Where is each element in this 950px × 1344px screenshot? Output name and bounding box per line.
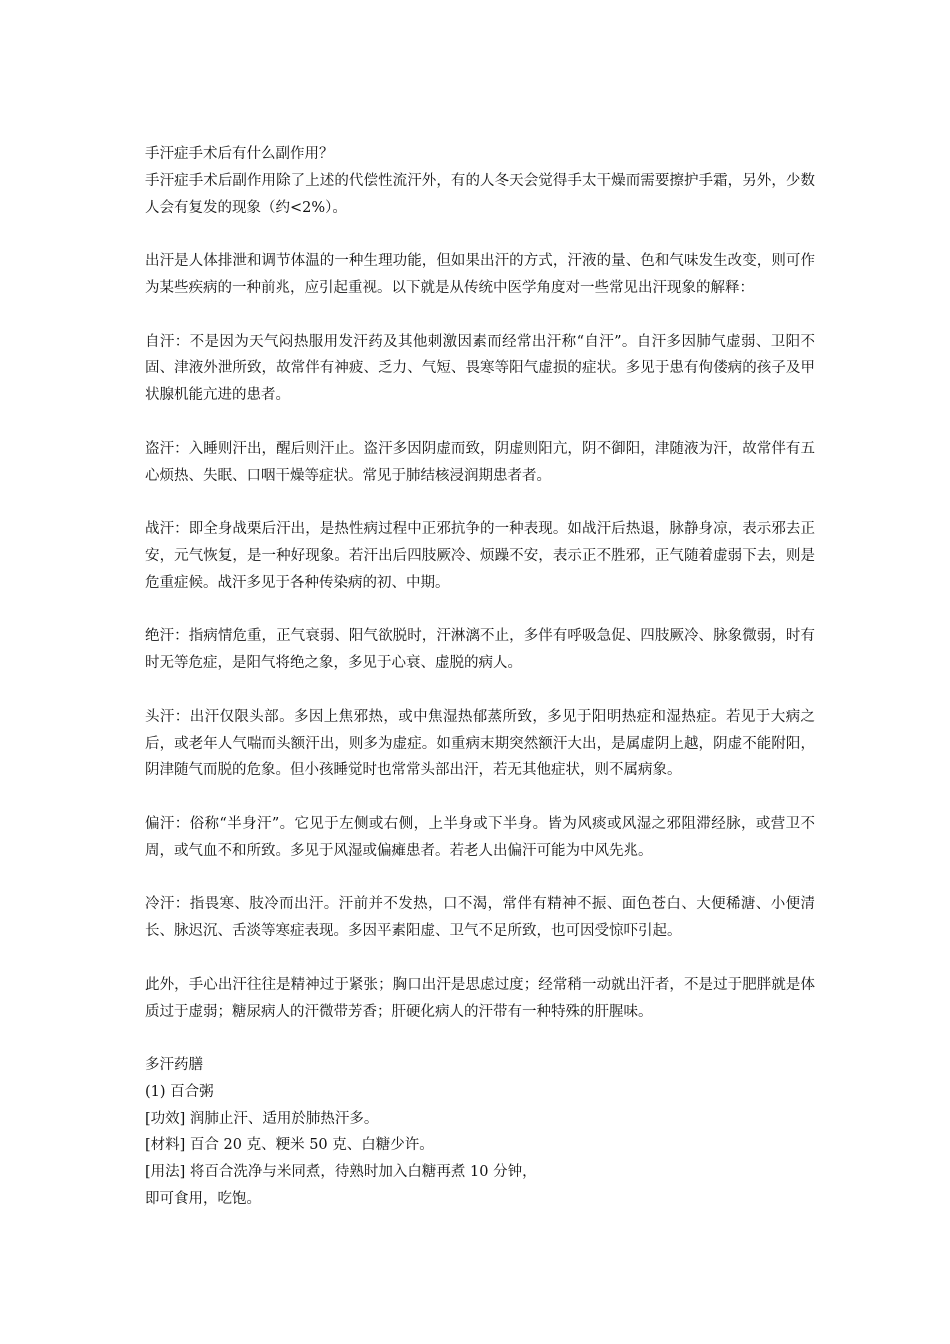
intro-paragraph: 出汗是人体排泄和调节体温的一种生理功能，但如果出汗的方式，汗液的量、色和气味发生改变，则可作为某些疾病的一种前兆，应引起重视。以下就是从传统中医学角度对一些常见出汗现象的解释： <box>145 253 815 296</box>
answer-paragraph: 手汗症手术后副作用除了上述的代偿性流汗外，有的人冬天会觉得手太干燥而需要擦护手霜，另外，少数人会有复发的现象（约<2%）。 <box>145 172 815 216</box>
recipe-heading: 多汗药膳 <box>145 1057 203 1074</box>
paragraph-gap <box>145 945 815 972</box>
recipe-materials: [材料] 百合 20 克、粳米 50 克、白糖少许。 <box>145 1137 434 1154</box>
paragraph-gap <box>145 1025 815 1052</box>
paragraph-gap <box>145 302 815 329</box>
paragraph-gap <box>145 409 815 436</box>
paragraph-gap <box>145 677 815 704</box>
section-zhanhan: 战汗：即全身战栗后汗出，是热性病过程中正邪抗争的一种表现。如战汗后热退，脉静身凉，表示邪去正安，元气恢复，是一种好现象。若汗出后四肢厥冷、烦躁不安，表示正不胜邪，正气随着虚弱下去，则是危重症候。战汗多见于各种传染病的初、中期。 <box>145 521 815 591</box>
section-juehan: 绝汗：指病情危重，正气衰弱、阳气欲脱时，汗淋漓不止，多伴有呼吸急促、四肢厥冷、脉象微弱，时有时无等危症，是阳气将绝之象，多见于心衰、虚脱的病人。 <box>145 628 815 672</box>
section-touhan: 头汗：出汗仅限头部。多因上焦邪热，或中焦湿热郁蒸所致，多见于阳明热症和湿热症。若见于大病之后，或老年人气喘而头额汗出，则多为虚症。如重病末期突然额汗大出，是属虚阴上越，阴虚不能附阳，阴津随气而脱的危象。但小孩睡觉时也常常头部出汗，若无其他症状，则不属病象。 <box>145 708 815 779</box>
paragraph-gap <box>145 597 815 624</box>
section-pianhan: 偏汗：俗称“半身汗”。它见于左侧或右侧，上半身或下半身。皆为风痰或风湿之邪阻滞经脉，或营卫不周，或气血不和所致。多见于风湿或偏瘫患者。若老人出偏汗可能为中风先兆。 <box>145 815 815 859</box>
paragraph-gap <box>145 489 815 516</box>
section-other: 此外，手心出汗往往是精神过于紧张；胸口出汗是思虑过度；经常稍一动就出汗者，不是过于肥胖就是体质过于虚弱；糖尿病人的汗微带芳香；肝硬化病人的汗带有一种特殊的肝腥味。 <box>145 976 815 1020</box>
section-daohan: 盗汗：入睡则汗出，醒后则汗止。盗汗多因阴虚而致，阴虚则阳亢，阴不御阳，津随液为汗，故常伴有五心烦热、失眠、口咽干燥等症状。常见于肺结核浸润期患者者。 <box>145 440 815 484</box>
recipe-name: (1) 百合粥 <box>145 1083 214 1100</box>
paragraph-gap <box>145 784 815 811</box>
paragraph-gap <box>145 221 815 248</box>
paragraph-gap <box>145 865 815 892</box>
section-lenghan: 冷汗：指畏寒、肢冷而出汗。汗前并不发热，口不渴，常伴有精神不振、面色苍白、大便稀溏、小便清长、脉迟沉、舌淡等寒症表现。多因平素阳虚、卫气不足所致，也可因受惊吓引起。 <box>145 896 815 940</box>
document-body <box>145 141 815 1213</box>
question-heading: 手汗症手术后有什么副作用？ <box>145 146 334 162</box>
recipe-method-continued: 即可食用，吃饱。 <box>145 1191 261 1208</box>
recipe-effect: [功效] 润肺止汗、适用於肺热汗多。 <box>145 1110 379 1127</box>
recipe-method: [用法] 将百合洗净与米同煮，待熟时加入白糖再煮 10 分钟， <box>145 1164 537 1181</box>
section-zihan: 自汗：不是因为天气闷热服用发汗药及其他刺激因素而经常出汗称“自汗”。自汗多因肺气虚弱、卫阳不固、津液外泄所致，故常伴有神疲、乏力、气短、畏寒等阳气虚损的症状。多见于患有佝偻病的孩子及甲状腺机能亢进的患者。 <box>145 333 815 404</box>
